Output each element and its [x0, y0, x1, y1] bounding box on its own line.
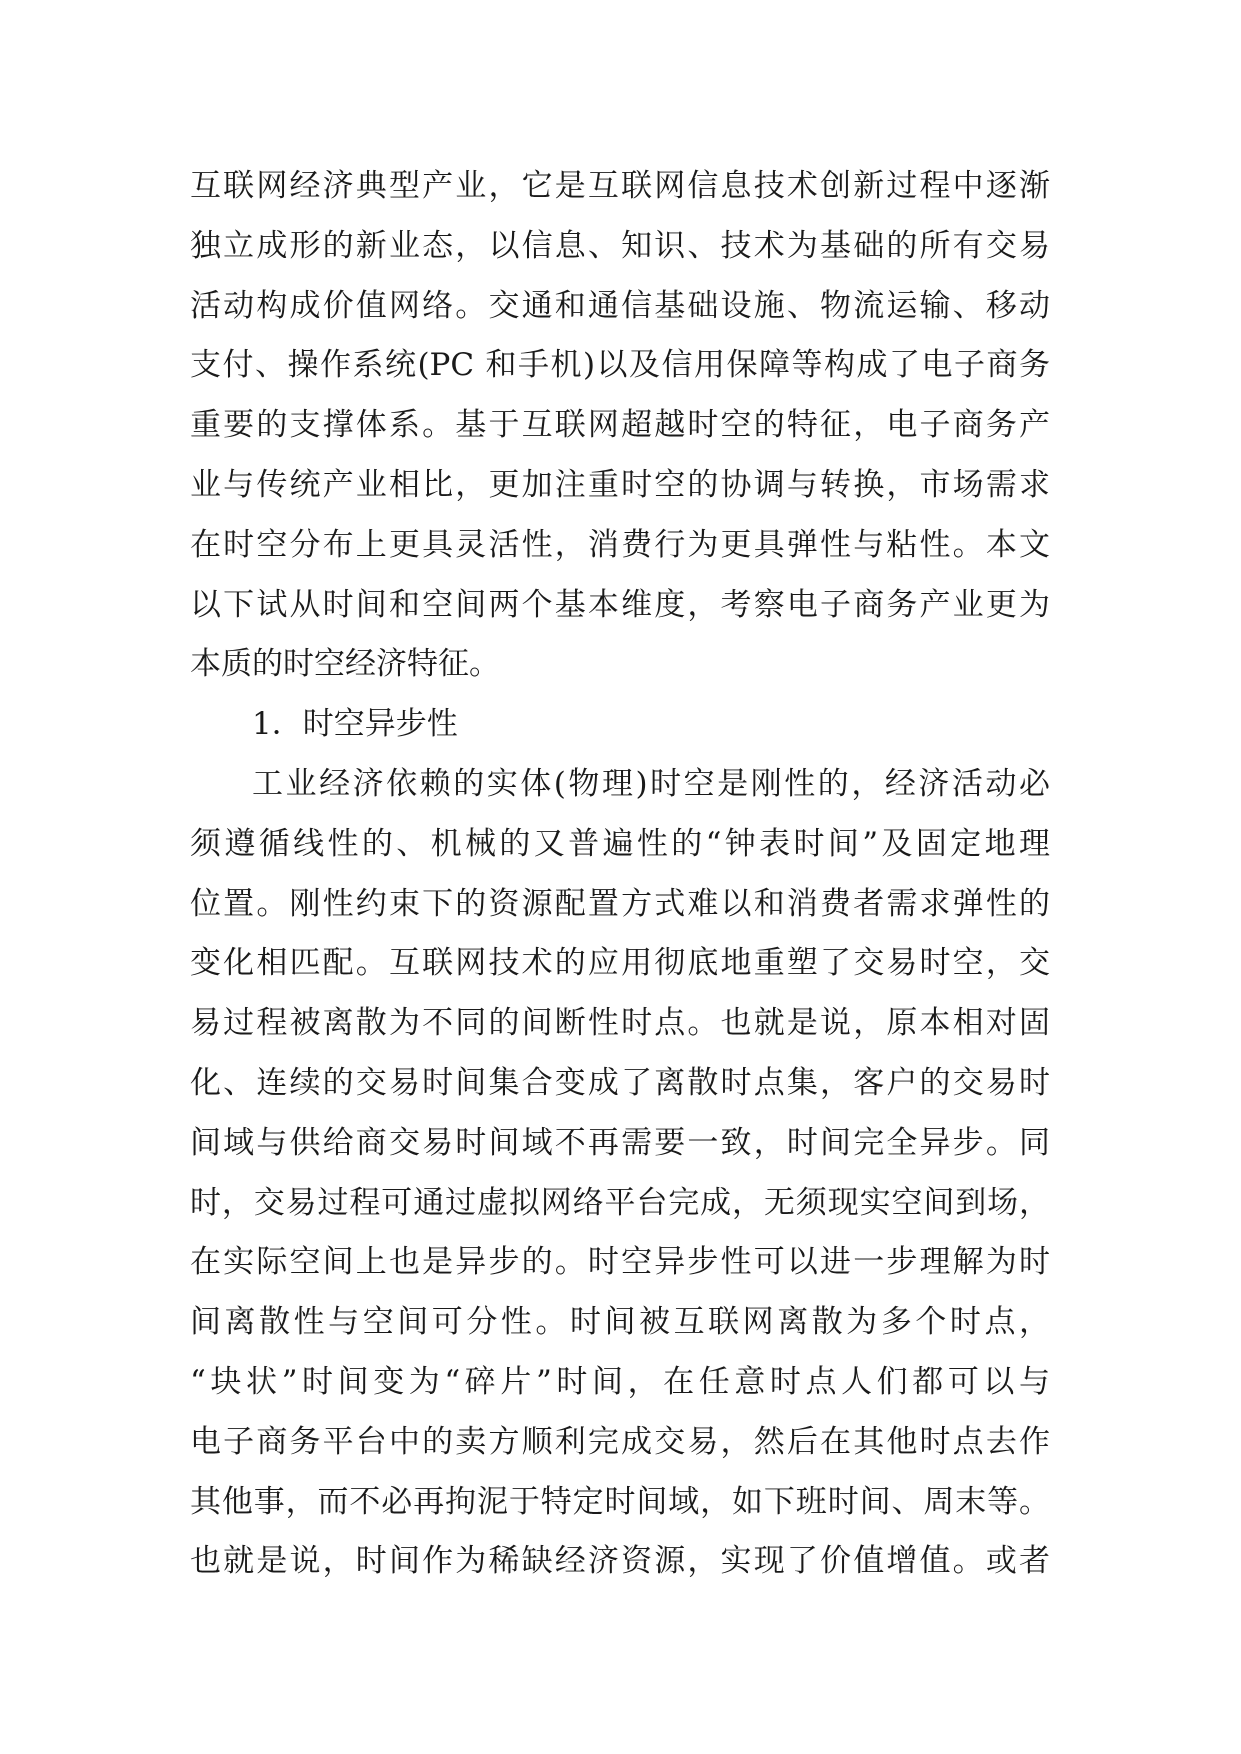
paragraph-line: 易过程被离散为不同的间断性时点。也就是说，原本相对固 [190, 1005, 1050, 1042]
paragraph-line: 其他事，而不必再拘泥于特定时间域，如下班时间、周末等。 [190, 1483, 1050, 1520]
paragraph-line: 在时空分布上更具灵活性，消费行为更具弹性与粘性。本文 [190, 526, 1050, 563]
paragraph-line: 变化相匹配。互联网技术的应用彻底地重塑了交易时空，交 [190, 945, 1050, 982]
paragraph-line: 本质的时空经济特征。 [190, 646, 500, 683]
paragraph-2 [190, 755, 1050, 1592]
paragraph-line: 支付、操作系统(PC 和手机)以及信用保障等构成了电子商务 [190, 347, 1050, 384]
paragraph-line: 互联网经济典型产业，它是互联网信息技术创新过程中逐渐 [190, 168, 1050, 204]
paragraph-1 [190, 157, 1050, 695]
paragraph-line: 在实际空间上也是异步的。时空异步性可以进一步理解为时 [190, 1244, 1050, 1281]
paragraph-line: 业与传统产业相比，更加注重时空的协调与转换，市场需求 [190, 466, 1050, 503]
document-body [190, 157, 1050, 1592]
paragraph-line: 间离散性与空间可分性。时间被互联网离散为多个时点， [190, 1304, 1050, 1341]
paragraph-line: 独立成形的新业态，以信息、知识、技术为基础的所有交易 [190, 227, 1050, 264]
paragraph-line: 活动构成价值网络。交通和通信基础设施、物流运输、移动 [190, 287, 1050, 324]
section-heading: 1．时空异步性 [252, 706, 458, 743]
paragraph-line: 以下试从时间和空间两个基本维度，考察电子商务产业更为 [190, 586, 1050, 623]
paragraph-line: 重要的支撑体系。基于互联网超越时空的特征，电子商务产 [190, 407, 1050, 444]
paragraph-line: “块状”时间变为“碎片”时间，在任意时点人们都可以与 [190, 1363, 1050, 1400]
paragraph-line: 也就是说，时间作为稀缺经济资源，实现了价值增值。或者 [190, 1543, 1050, 1580]
paragraph-line: 间域与供给商交易时间域不再需要一致，时间完全异步。同 [190, 1124, 1050, 1161]
paragraph-line: 时，交易过程可通过虚拟网络平台完成，无须现实空间到场， [190, 1184, 1050, 1221]
paragraph-line: 须遵循线性的、机械的又普遍性的“钟表时间”及固定地理 [190, 825, 1050, 862]
paragraph-line: 位置。刚性约束下的资源配置方式难以和消费者需求弹性的 [190, 885, 1050, 922]
paragraph-line: 工业经济依赖的实体(物理)时空是刚性的，经济活动必 [252, 765, 1050, 802]
paragraph-line: 化、连续的交易时间集合变成了离散时点集，客户的交易时 [190, 1064, 1050, 1101]
paragraph-line: 电子商务平台中的卖方顺利完成交易，然后在其他时点去作 [190, 1423, 1050, 1460]
